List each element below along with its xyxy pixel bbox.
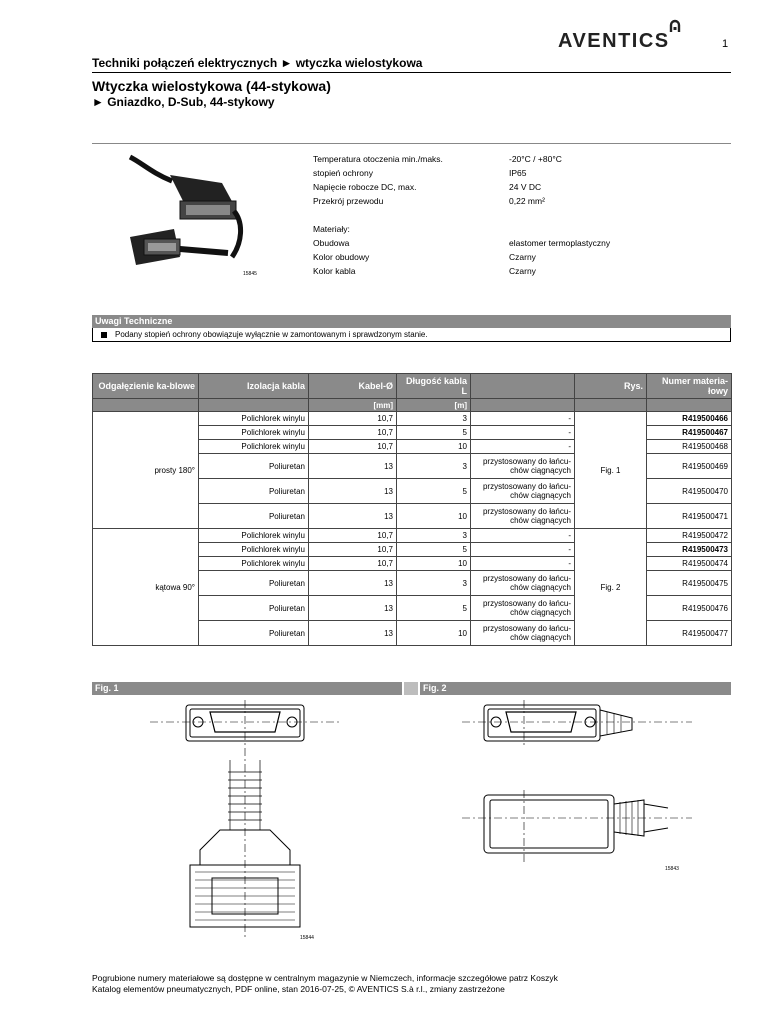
note-cell: przystosowany do łańcu-chów ciągnących: [471, 454, 575, 479]
unit-cell: [mm]: [309, 399, 397, 412]
length-cell: 10: [397, 621, 471, 646]
col-header-note: [471, 374, 575, 399]
spec-row: [313, 168, 731, 182]
spec-row: [313, 196, 731, 210]
table-row: [93, 529, 732, 543]
unit-cell: [647, 399, 732, 412]
technical-notes-body: [92, 328, 731, 342]
footer-line-1: Pogrubione numery materiałowe są dostępne w centralnym magazynie w Niemczech, informacje szczegółowe patrz Koszyk: [92, 973, 558, 983]
insulation-cell: Poliuretan: [199, 596, 309, 621]
insulation-cell: Polichlorek winylu: [199, 426, 309, 440]
note-cell: przystosowany do łańcu-chów ciągnących: [471, 504, 575, 529]
spec-value: -20°C / +80°C: [509, 154, 562, 164]
insulation-cell: Polichlorek winylu: [199, 440, 309, 454]
fig1-number: 15844: [300, 935, 314, 941]
material-number-cell: R419500477: [647, 621, 732, 646]
materials-heading: Materiały:: [313, 224, 350, 234]
material-label: Kolor obudowy: [313, 252, 370, 262]
branch-cell: kątowa 90°: [93, 529, 199, 646]
diameter-cell: 10,7: [309, 543, 397, 557]
spec-label: Przekrój przewodu: [313, 196, 384, 206]
material-row: [313, 238, 731, 252]
material-label: Obudowa: [313, 238, 350, 248]
material-number-cell: R419500472: [647, 529, 732, 543]
product-photo: [122, 153, 268, 281]
insulation-cell: Poliuretan: [199, 621, 309, 646]
diameter-cell: 13: [309, 454, 397, 479]
spec-label: stopień ochrony: [313, 168, 374, 178]
unit-cell: [m]: [397, 399, 471, 412]
fig-cell: Fig. 1: [575, 412, 647, 529]
length-cell: 10: [397, 557, 471, 571]
insulation-cell: Polichlorek winylu: [199, 557, 309, 571]
length-cell: 3: [397, 454, 471, 479]
spec-row: [313, 182, 731, 196]
material-number-cell: R419500471: [647, 504, 732, 529]
insulation-cell: Polichlorek winylu: [199, 543, 309, 557]
note-cell: -: [471, 440, 575, 454]
diameter-cell: 13: [309, 596, 397, 621]
bullet-icon: [101, 332, 107, 338]
table-header-row: [93, 374, 732, 399]
col-header-length: Długość kabla L: [397, 374, 471, 399]
insulation-cell: Polichlorek winylu: [199, 412, 309, 426]
length-cell: 5: [397, 479, 471, 504]
specs-list: [313, 154, 731, 280]
col-header-insulation: Izolacja kabla: [199, 374, 309, 399]
note-cell: -: [471, 529, 575, 543]
length-cell: 3: [397, 529, 471, 543]
product-table: [92, 373, 732, 646]
spec-value: 0,22 mm²: [509, 196, 545, 206]
material-row: [313, 252, 731, 266]
unit-cell: [199, 399, 309, 412]
length-cell: 5: [397, 543, 471, 557]
fig1-drawing: [150, 700, 340, 945]
fig2-number: 15843: [665, 866, 679, 872]
header-divider: [92, 72, 731, 73]
spec-value: IP65: [509, 168, 527, 178]
unit-cell: [93, 399, 199, 412]
photo-number: 15845: [243, 271, 257, 277]
material-value: Czarny: [509, 252, 536, 262]
col-header-fig: Rys.: [575, 374, 647, 399]
fig1-heading: Fig. 1: [92, 682, 402, 695]
material-number-cell: R419500468: [647, 440, 732, 454]
technical-note-text: Podany stopień ochrony obowiązuje wyłącznie w zamontowanym i sprawdzonym stanie.: [115, 330, 428, 339]
material-row: [313, 266, 731, 280]
note-cell: przystosowany do łańcu-chów ciągnących: [471, 571, 575, 596]
diameter-cell: 13: [309, 621, 397, 646]
page-number: 1: [722, 38, 729, 50]
note-cell: -: [471, 557, 575, 571]
note-cell: przystosowany do łańcu-chów ciągnących: [471, 621, 575, 646]
material-number-cell: R419500469: [647, 454, 732, 479]
note-cell: -: [471, 543, 575, 557]
note-cell: -: [471, 426, 575, 440]
brand-mark-icon: [668, 18, 682, 34]
spec-row: [313, 154, 731, 168]
material-number-cell: R419500466: [647, 412, 732, 426]
insulation-cell: Poliuretan: [199, 571, 309, 596]
section-breadcrumb: Techniki połączeń elektrycznych ► wtyczka wielostykowa: [92, 56, 423, 70]
title-divider: [92, 143, 731, 144]
material-number-cell: R419500467: [647, 426, 732, 440]
note-cell: przystosowany do łańcu-chów ciągnących: [471, 596, 575, 621]
material-number-cell: R419500473: [647, 543, 732, 557]
table-units-row: [93, 399, 732, 412]
col-header-number: Numer materia-łowy: [647, 374, 732, 399]
insulation-cell: Poliuretan: [199, 504, 309, 529]
material-value: Czarny: [509, 266, 536, 276]
brand-logo: AVENTICS: [558, 30, 670, 52]
material-number-cell: R419500476: [647, 596, 732, 621]
material-label: Kolor kabla: [313, 266, 356, 276]
note-cell: -: [471, 412, 575, 426]
diameter-cell: 13: [309, 504, 397, 529]
diameter-cell: 13: [309, 479, 397, 504]
page-footer: [92, 973, 558, 995]
material-number-cell: R419500474: [647, 557, 732, 571]
fig2-drawing: [462, 700, 692, 872]
footer-line-2: Katalog elementów pneumatycznych, PDF online, stan 2016-07-25, © AVENTICS S.à r.l., zmiany zastrzeżone: [92, 984, 505, 994]
spec-label: Napięcie robocze DC, max.: [313, 182, 417, 192]
length-cell: 3: [397, 571, 471, 596]
diameter-cell: 10,7: [309, 440, 397, 454]
length-cell: 3: [397, 412, 471, 426]
note-cell: przystosowany do łańcu-chów ciągnących: [471, 479, 575, 504]
material-number-cell: R419500475: [647, 571, 732, 596]
fig-cell: Fig. 2: [575, 529, 647, 646]
spec-value: 24 V DC: [509, 182, 542, 192]
col-header-diameter: Kabel-Ø: [309, 374, 397, 399]
unit-cell: [575, 399, 647, 412]
branch-cell: prosty 180°: [93, 412, 199, 529]
material-value: elastomer termoplastyczny: [509, 238, 611, 248]
diameter-cell: 10,7: [309, 412, 397, 426]
diameter-cell: 13: [309, 571, 397, 596]
insulation-cell: Poliuretan: [199, 454, 309, 479]
length-cell: 10: [397, 440, 471, 454]
spec-label: Temperatura otoczenia min./maks.: [313, 154, 443, 164]
page-title: Wtyczka wielostykowa (44-stykowa): [92, 78, 331, 94]
fig2-heading: Fig. 2: [420, 682, 731, 695]
length-cell: 5: [397, 426, 471, 440]
length-cell: 10: [397, 504, 471, 529]
material-number-cell: R419500470: [647, 479, 732, 504]
diameter-cell: 10,7: [309, 529, 397, 543]
col-header-branch: Odgałęzienie ka-blowe: [93, 374, 199, 399]
page-subtitle: ► Gniazdko, D-Sub, 44-stykowy: [92, 95, 275, 109]
fig-heading-separator: [404, 682, 418, 695]
length-cell: 5: [397, 596, 471, 621]
insulation-cell: Poliuretan: [199, 479, 309, 504]
unit-cell: [471, 399, 575, 412]
table-row: [93, 412, 732, 426]
diameter-cell: 10,7: [309, 557, 397, 571]
insulation-cell: Polichlorek winylu: [199, 529, 309, 543]
technical-notes-heading: Uwagi Techniczne: [92, 315, 731, 328]
diameter-cell: 10,7: [309, 426, 397, 440]
